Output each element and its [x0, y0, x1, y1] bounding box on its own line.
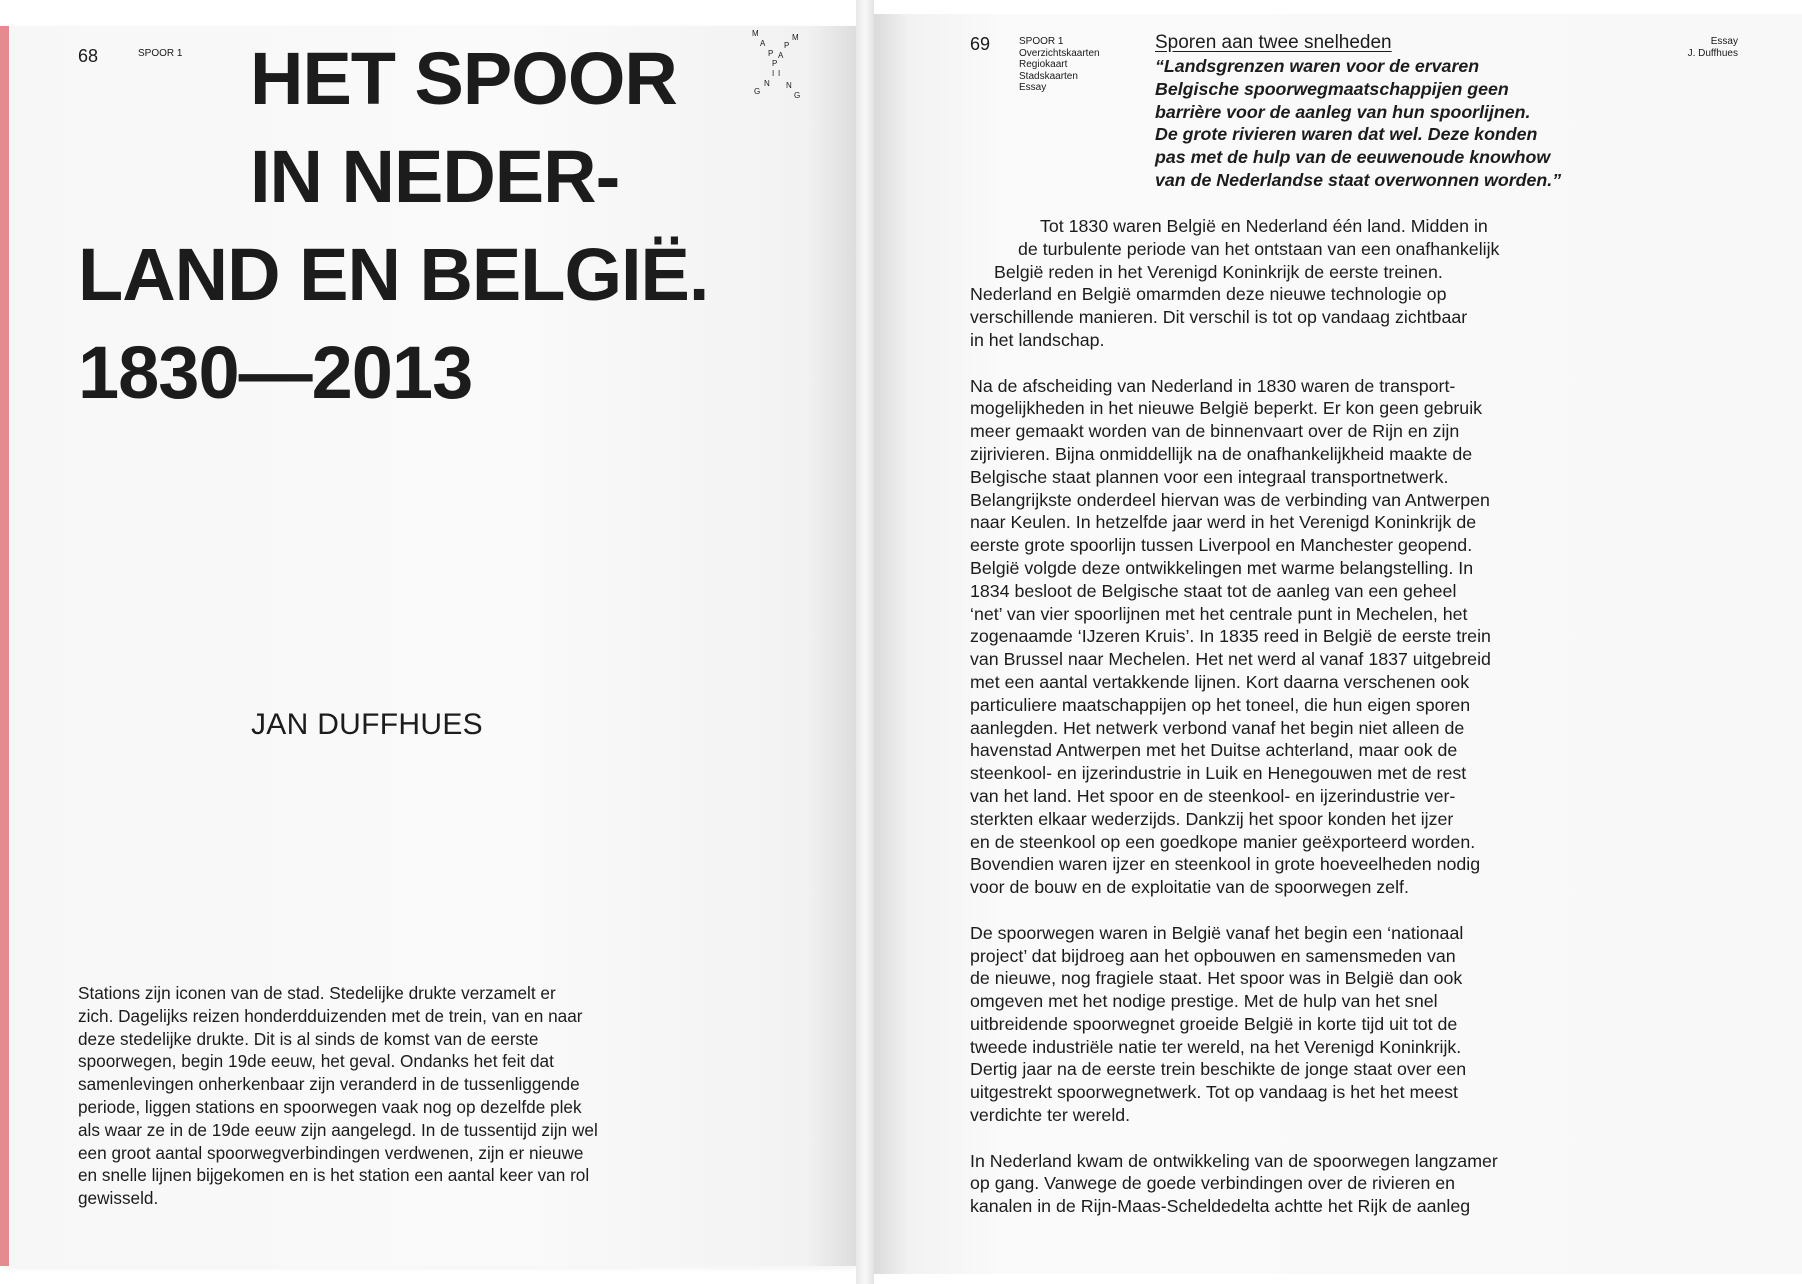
pull-quote [1155, 55, 1625, 192]
essay-line: tweede industriële natie ter wereld, na het Verenigd Koninkrijk. [970, 1036, 1462, 1057]
essay-body [970, 215, 1590, 1218]
quote-line: Belgische spoorwegmaatschappijen geen [1155, 78, 1509, 99]
essay-line: Belangrijkste onderdeel hiervan was de verbinding van Antwerpen [970, 489, 1490, 510]
nav-label: Overzichtskaarten [1019, 47, 1100, 59]
nav-label: Regiokaart [1019, 59, 1068, 70]
intro-line: gewisseld. [78, 1188, 159, 1209]
left-page-number: 68 [78, 46, 99, 66]
corner-label: Essay [1710, 36, 1738, 47]
essay-line: voor de bouw en de exploitatie van de spoorwegen zelf. [970, 877, 1409, 898]
book-gutter [856, 0, 874, 1284]
essay-line: België volgde deze ontwikkelingen met warme belangstelling. In [970, 557, 1474, 578]
intro-line: periode, liggen stations en spoorwegen vaak nog op dezelfde plek [78, 1096, 582, 1117]
right-page-number: 69 [970, 34, 991, 54]
nav-label: Stadskaarten [1019, 70, 1078, 82]
essay-line: sterkten elkaar wederzijds. Dankzij het spoor konden het ijzer [970, 808, 1454, 829]
right-corner-labels [1660, 36, 1738, 59]
essay-line: aanlegden. Het netwerk verbond vanaf het begin niet alleen de [970, 717, 1465, 738]
logo-letter: P [772, 59, 778, 68]
logo-letter: P [768, 49, 774, 58]
quote-line: De grote rivieren waren dat wel. Deze konden [1155, 124, 1538, 145]
essay-line: zogenaamde ‘IJzeren Kruis’. In 1835 reed in België de eerste trein [970, 626, 1491, 647]
essay-line: omgeven met het nodige prestige. Met de hulp van het snel [970, 991, 1438, 1012]
paragraph-gap [970, 899, 1590, 922]
essay-line: de nieuwe, nog fragiele staat. Het spoor was in België dan ook [970, 968, 1463, 989]
title-line-4: 1830—2013 [78, 331, 473, 414]
essay-line: van Brussel naar Mechelen. Het net werd al vanaf 1837 uitgebreid [970, 649, 1491, 670]
essay-heading: Sporen aan twee snelheden [1155, 32, 1392, 53]
logo-letter: I [778, 69, 781, 78]
intro-line: zich. Dagelijks reizen honderdduizenden met de trein, van en naar [78, 1005, 583, 1026]
title-line-2: IN NEDER- [250, 135, 620, 218]
logo-letter: M [752, 29, 759, 38]
essay-line: eerste grote spoorlijn tussen Liverpool en Manchester geopend. [970, 535, 1473, 556]
essay-line: havenstad Antwerpen met het Duitse achterland, maar ook de [970, 740, 1458, 761]
essay-line: Bovendien waren ijzer en steenkool in grote hoeveelheden nodig [970, 854, 1481, 875]
essay-line: zijrivieren. Bijna onmiddellijk na de onafhankelijkheid maakte de [970, 443, 1473, 464]
logo-letter: A [778, 51, 784, 60]
page-title [78, 30, 709, 422]
logo-letter: G [754, 87, 761, 96]
quote-line: van de Nederlandse staat overwonnen worden.” [1155, 169, 1562, 190]
intro-line: een groot aantal spoorwegverbindingen verdwenen, zijn er nieuwe [78, 1142, 584, 1163]
paragraph-gap [970, 352, 1590, 375]
essay-line: mogelijkheden in het nieuwe België beperkt. Er kon geen gebruik [970, 398, 1483, 419]
title-line-3: LAND EN BELGIË. [78, 233, 709, 316]
paragraph-gap [970, 1127, 1590, 1150]
quote-line: barrière voor de aanleg van hun spoorlijnen. [1155, 101, 1531, 122]
quote-line: “Landsgrenzen waren voor de ervaren [1155, 56, 1480, 76]
essay-line: naar Keulen. In hetzelfde jaar werd in het Verenigd Koninkrijk de [970, 512, 1477, 533]
essay-line: op gang. Vanwege de goede verbindingen over de rivieren en [970, 1173, 1456, 1194]
essay-line: Nederland en België omarmden deze nieuwe technologie op [970, 284, 1447, 305]
essay-line: In Nederland kwam de ontwikkeling van de spoorwegen langzamer [970, 1150, 1498, 1171]
essay-line: Belgische staat plannen voor een integraal transportnetwerk. [970, 466, 1449, 487]
intro-line: deze stedelijke drukte. Dit is al sinds de komst van de eerste [78, 1028, 539, 1049]
essay-line: in het landschap. [970, 329, 1105, 350]
essay-line: verdichte ter wereld. [970, 1105, 1131, 1126]
essay-line: Dertig jaar na de eerste trein beschikte de jonge staat over een [970, 1059, 1467, 1080]
essay-line: kanalen in de Rijn-Maas-Scheldedelta achtte het Rijk de aanleg [970, 1196, 1471, 1217]
essay-line: meer gemaakt worden van de binnenvaart over de Rijn en zijn [970, 421, 1460, 442]
mapping-logo [750, 28, 802, 106]
essay-line: 1834 besloot de Belgische staat tot de aanleg van een geheel [970, 580, 1457, 601]
essay-line: met een aantal vertakkende lijnen. Kort daarna verschenen ook [970, 671, 1470, 692]
essay-line: uitbreidende spoorwegnet groeide België in korte tijd uit tot de [970, 1013, 1458, 1034]
essay-line: Tot 1830 waren België en Nederland één land. Midden in [1040, 216, 1488, 236]
nav-label: SPOOR 1 [1019, 36, 1064, 47]
essay-line: ‘net’ van vier spoorlijnen met het centrale punt in Mechelen, het [970, 603, 1468, 624]
intro-line: als waar ze in de 19de eeuw zijn aangelegd. In de tussentijd zijn wel [78, 1119, 598, 1140]
intro-line: Stations zijn iconen van de stad. Stedelijke drukte verzamelt er [78, 983, 556, 1003]
right-nav-labels [1019, 36, 1100, 94]
essay-line: Na de afscheiding van Nederland in 1830 waren de transport- [970, 375, 1456, 396]
essay-line: uitgestrekt spoorwegnetwerk. Tot op vandaag is het het meest [970, 1082, 1458, 1103]
corner-label: J. Duffhues [1687, 47, 1738, 59]
intro-line: samenlevingen onherkenbaar zijn veranderd in de tussenliggende [78, 1074, 580, 1095]
essay-line: van het land. Het spoor en de steenkool- en ijzerindustrie ver- [970, 785, 1456, 806]
essay-line: De spoorwegen waren in België vanaf het begin een ‘nationaal [970, 922, 1464, 943]
logo-letter: I [772, 69, 775, 78]
logo-letter: N [764, 79, 770, 88]
logo-letter: A [760, 39, 766, 48]
essay-line: België reden in het Verenigd Koninkrijk de eerste treinen. [994, 261, 1443, 282]
left-section-label: SPOOR 1 [138, 48, 183, 59]
page-edge-color-strip [0, 26, 9, 1266]
title-line-1: HET SPOOR [250, 37, 677, 120]
essay-line: en de steenkool op een goedkope manier geëxporteerd worden. [970, 831, 1476, 852]
essay-line: project’ dat bijdroeg aan het opbouwen en samensmeden van [970, 945, 1456, 966]
intro-paragraph [78, 982, 668, 1210]
intro-line: en snelle lijnen bijgekomen en is het station een aantal keer van rol [78, 1165, 590, 1186]
intro-line: spoorwegen, begin 19de eeuw, het geval. Ondanks het feit dat [78, 1051, 554, 1072]
essay-line: verschillende manieren. Dit verschil is tot op vandaag zichtbaar [970, 307, 1468, 328]
essay-line: steenkool- en ijzerindustrie in Luik en Henegouwen met de rest [970, 763, 1467, 784]
logo-letter: P [784, 41, 790, 50]
quote-line: pas met de hulp van de eeuwenoude knowhow [1155, 147, 1551, 168]
logo-letter: N [786, 81, 792, 90]
logo-letter: G [794, 91, 801, 100]
logo-letter: M [792, 33, 799, 42]
nav-label: Essay [1019, 82, 1047, 93]
essay-line: de turbulente periode van het ontstaan van een onafhankelijk [1018, 238, 1500, 259]
essay-line: particuliere maatschappijen op het toneel, die hun eigen sporen [970, 694, 1471, 715]
author-name: JAN DUFFHUES [251, 708, 483, 741]
